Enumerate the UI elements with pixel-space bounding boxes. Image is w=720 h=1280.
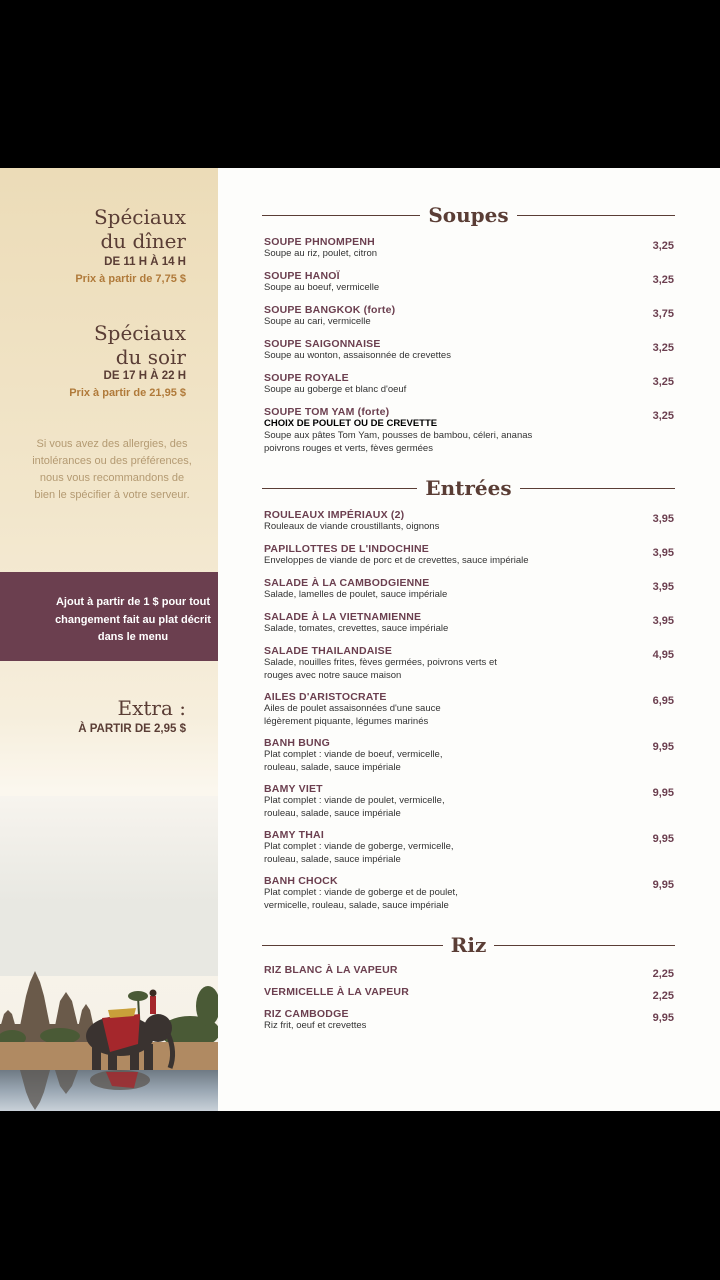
item-description: Plat complet : viande de goberge, vermicelle, rouleau, salade, sauce impériale xyxy=(264,841,454,865)
extra-price: À PARTIR DE 2,95 $ xyxy=(78,723,186,735)
change-note-box xyxy=(0,572,218,661)
dinner-title-line1: Spéciaux xyxy=(93,321,186,345)
menu-item xyxy=(264,543,674,568)
item-price: 3,25 xyxy=(652,376,674,388)
item-price: 9,95 xyxy=(652,1012,674,1024)
item-price: 3,25 xyxy=(652,410,674,422)
allergy-note: Si vous avez des allergies, des intolérances ou des préférences, nous vous recommandons de bien le spécifier à votre serveur. xyxy=(32,438,192,501)
menu-item xyxy=(264,964,674,980)
dinner-price: Prix à partir de 21,95 $ xyxy=(69,387,186,399)
item-description: Plat complet : viande de boeuf, vermicelle, rouleau, salade, sauce impériale xyxy=(264,749,443,773)
menu-item xyxy=(264,691,674,728)
menu-item xyxy=(264,645,674,682)
dinner-hours: DE 17 H À 22 H xyxy=(103,370,186,382)
menu-item xyxy=(264,304,674,329)
section-title-riz: Riz xyxy=(450,933,487,957)
lunch-price: Prix à partir de 7,75 $ xyxy=(75,273,186,285)
item-description: Soupe au boeuf, vermicelle xyxy=(264,282,380,293)
extra-title: Extra : xyxy=(117,696,186,720)
item-name: SALADE À LA CAMBODGIENNE xyxy=(264,577,430,589)
menu-item xyxy=(264,986,674,1002)
item-name: PAPILLOTTES DE L'INDOCHINE xyxy=(264,543,430,555)
item-description: Plat complet : viande de goberge et de poulet, vermicelle, rouleau, salade, sauce impériale xyxy=(264,887,458,911)
item-name: SOUPE SAIGONNAISE xyxy=(264,338,381,350)
item-price: 9,95 xyxy=(652,741,674,753)
item-name: ROULEAUX IMPÉRIAUX (2) xyxy=(264,509,405,521)
lunch-title-line2: du dîner xyxy=(100,229,186,253)
item-price: 6,95 xyxy=(652,695,674,707)
item-price: 3,95 xyxy=(652,615,674,627)
item-name: SOUPE BANGKOK (forte) xyxy=(264,304,396,316)
change-note: Ajout à partir de 1 $ pour tout changement fait au plat décrit dans le menu xyxy=(55,596,211,643)
item-description: Soupe au goberge et blanc d'oeuf xyxy=(264,384,407,395)
item-description: Rouleaux de viande croustillants, oignons xyxy=(264,521,440,532)
menu-item xyxy=(264,783,674,820)
item-price: 3,25 xyxy=(652,240,674,252)
divider xyxy=(262,488,417,489)
item-name: BANH CHOCK xyxy=(264,875,338,887)
lunch-specials-title xyxy=(94,205,186,253)
menu-item xyxy=(264,829,674,866)
item-description: Ailes de poulet assaisonnées d'une sauce légèrement piquante, légumes marinés xyxy=(264,703,441,727)
lunch-title-line1: Spéciaux xyxy=(93,205,186,229)
item-name: BANH BUNG xyxy=(264,737,330,749)
item-name: BAMY VIET xyxy=(264,783,323,795)
item-name: SALADE THAILANDAISE xyxy=(264,645,393,657)
item-description: Salade, nouilles frites, fèves germées, poivrons verts et rouges avec notre sauce maison xyxy=(264,657,497,681)
angkor-wat-elephant-photo xyxy=(0,796,218,1111)
item-price: 4,95 xyxy=(652,649,674,661)
menu-item xyxy=(264,406,674,455)
item-name: BAMY THAI xyxy=(264,829,324,841)
item-name: AILES D'ARISTOCRATE xyxy=(264,691,387,703)
item-name: VERMICELLE À LA VAPEUR xyxy=(264,986,409,998)
item-description: Soupe au riz, poulet, citron xyxy=(264,248,378,259)
menu-item xyxy=(264,875,674,912)
item-description: Riz frit, oeuf et crevettes xyxy=(264,1020,367,1031)
menu-page xyxy=(0,168,720,1111)
item-name: SOUPE ROYALE xyxy=(264,372,349,384)
menu-item xyxy=(264,611,674,636)
item-name: SOUPE HANOÏ xyxy=(264,270,340,282)
menu-item xyxy=(264,1008,674,1033)
divider xyxy=(494,945,675,946)
item-price: 3,95 xyxy=(652,513,674,525)
item-name: SOUPE TOM YAM (forte) xyxy=(264,406,390,418)
dinner-title-line2: du soir xyxy=(115,345,186,369)
section-title-soupes: Soupes xyxy=(428,203,509,227)
item-price: 2,25 xyxy=(652,990,674,1002)
menu-item xyxy=(264,737,674,774)
item-price: 9,95 xyxy=(652,787,674,799)
item-price: 2,25 xyxy=(652,968,674,980)
item-price: 3,25 xyxy=(652,342,674,354)
item-description: Plat complet : viande de poulet, vermicelle, rouleau, salade, sauce impériale xyxy=(264,795,445,819)
item-price: 3,95 xyxy=(652,581,674,593)
divider xyxy=(262,215,420,216)
item-description: Soupe au wonton, assaisonnée de crevettes xyxy=(264,350,451,361)
lunch-hours: DE 11 H À 14 H xyxy=(104,256,186,268)
item-price: 9,95 xyxy=(652,879,674,891)
item-description: Salade, tomates, crevettes, sauce impériale xyxy=(264,623,449,634)
item-name: RIZ BLANC À LA VAPEUR xyxy=(264,964,398,976)
menu-item xyxy=(264,577,674,602)
section-title-entrees: Entrées xyxy=(425,476,512,500)
item-description: Enveloppes de viande de porc et de crevettes, sauce impériale xyxy=(264,555,529,566)
section-header-entrees xyxy=(262,473,675,503)
item-name: SALADE À LA VIETNAMIENNE xyxy=(264,611,422,623)
item-option: CHOIX DE POULET OU DE CREVETTE xyxy=(264,418,438,429)
item-price: 9,95 xyxy=(652,833,674,845)
divider xyxy=(520,488,675,489)
menu-content xyxy=(218,168,720,1111)
section-header-riz xyxy=(262,930,675,960)
sidebar xyxy=(0,168,218,1111)
item-description: Soupe au cari, vermicelle xyxy=(264,316,371,327)
item-price: 3,25 xyxy=(652,274,674,286)
item-description: Salade, lamelles de poulet, sauce impériale xyxy=(264,589,448,600)
menu-item xyxy=(264,338,674,363)
item-price: 3,95 xyxy=(652,547,674,559)
divider xyxy=(262,945,443,946)
dinner-specials-title xyxy=(94,321,186,369)
item-price: 3,75 xyxy=(652,308,674,320)
item-name: RIZ CAMBODGE xyxy=(264,1008,349,1020)
divider xyxy=(517,215,675,216)
item-description: Soupe aux pâtes Tom Yam, pousses de bambou, céleri, ananas poivrons rouges et verts, fèves germées xyxy=(264,430,533,454)
menu-item xyxy=(264,236,674,261)
menu-item xyxy=(264,372,674,397)
menu-item xyxy=(264,509,674,534)
section-header-soupes xyxy=(262,200,675,230)
item-name: SOUPE PHNOMPENH xyxy=(264,236,375,248)
menu-item xyxy=(264,270,674,295)
